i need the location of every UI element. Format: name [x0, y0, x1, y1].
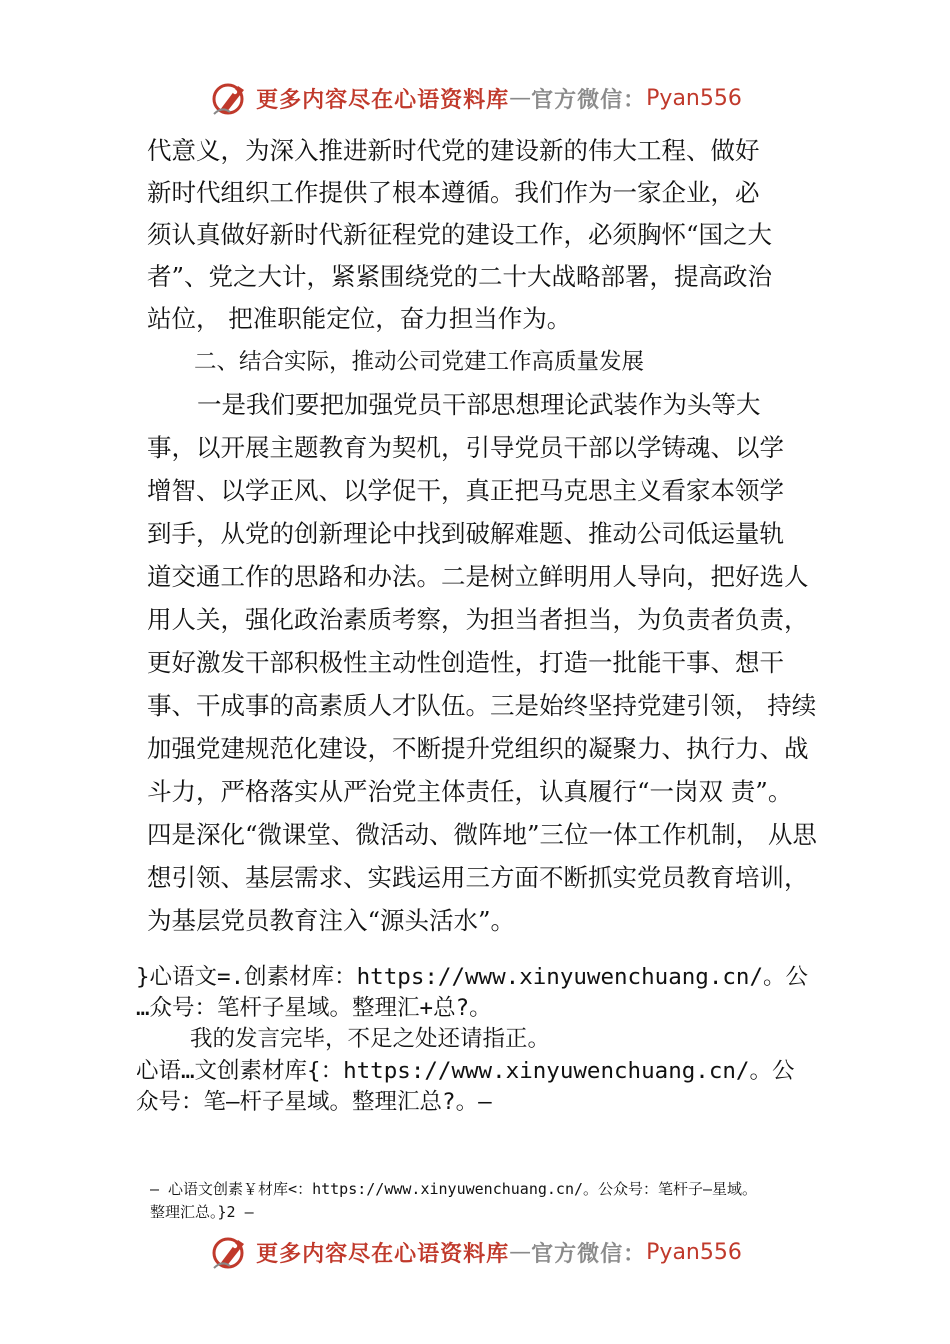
closing-remark: 我的发言完毕，不足之处还请指正。 — [190, 1026, 551, 1052]
watermark-line: 心语…文创素材库{：https://www.xinyuwenchuang.cn/。公 — [136, 1058, 795, 1084]
banner-separator: — — [509, 1239, 532, 1265]
watermark-line: }心语文=.创素材库：https://www.xinyuwenchuang.cn/。公 — [136, 964, 809, 990]
banner-title: 更多内容尽在心语资料库 — [256, 1241, 510, 1267]
paragraph-line: 四是深化“微课堂、微活动、微阵地”三位一体工作机制， 从思 — [147, 820, 817, 849]
watermark-line: 众号：笔—杆子星域。整理汇总?。— — [136, 1089, 492, 1115]
paragraph-line: 事、干成事的高素质人才队伍。三是始终坚持党建引领， 持续 — [147, 691, 817, 720]
paragraph-line: 到手，从党的创新理论中找到破解难题、推动公司低运量轨 — [147, 519, 784, 548]
footer-line: — 心语文创素￥材库<：https://www.xinyuwenchuang.cn/。公众号：笔杆子—星域。 — [150, 1180, 758, 1198]
banner-title: 更多内容尽在心语资料库 — [256, 87, 510, 113]
banner-subtitle: 官方微信： — [531, 1241, 647, 1267]
banner-separator: — — [509, 85, 532, 111]
pen-nib-logo-icon — [208, 76, 252, 120]
banner-wechat-id: Pyan556 — [646, 85, 742, 111]
paragraph-line: 想引领、基层需求、实践运用三方面不断抓实党员教育培训， — [147, 863, 809, 892]
header-banner — [0, 68, 950, 128]
section-heading: 二、结合实际，推动公司党建工作高质量发展 — [194, 349, 645, 375]
paragraph-line: 更好激发干部积极性主动性创造性，打造一批能干事、想干 — [147, 648, 784, 677]
paragraph-line: 者”、党之大计，紧紧围绕党的二十大战略部署，提高政治 — [147, 262, 773, 291]
paragraph-line: 须认真做好新时代新征程党的建设工作，必须胸怀“国之大 — [147, 220, 773, 249]
paragraph-line: 增智、以学正风、以学促干，真正把马克思主义看家本领学 — [147, 476, 784, 505]
pen-nib-logo-icon — [208, 1230, 252, 1274]
paragraph-line: 用人关，强化政治素质考察，为担当者担当，为负责者负责， — [147, 605, 809, 634]
paragraph-line: 新时代组织工作提供了根本遵循。我们作为一家企业，必 — [147, 178, 760, 207]
paragraph-line: 道交通工作的思路和办法。二是树立鲜明用人导向，把好选人 — [147, 562, 809, 591]
watermark-line: …众号：笔杆子星域。整理汇+总?。 — [136, 995, 492, 1021]
paragraph-line: 加强党建规范化建设，不断提升党组织的凝聚力、执行力、战 — [147, 734, 809, 763]
banner-wechat-id: Pyan556 — [646, 1239, 742, 1265]
paragraph-line: 斗力，严格落实从严治党主体责任，认真履行“一岗双 责”。 — [147, 777, 793, 806]
footer-banner — [0, 1222, 950, 1282]
paragraph-line: 站位， 把准职能定位，奋力担当作为。 — [147, 304, 572, 333]
paragraph-line: 一是我们要把加强党员干部思想理论武装作为头等大 — [197, 390, 761, 419]
footer-line: 整理汇总。}2 — — [150, 1203, 254, 1221]
banner-subtitle: 官方微信： — [531, 87, 647, 113]
paragraph-line: 为基层党员教育注入“源头活水”。 — [147, 906, 516, 935]
paragraph-line: 事，以开展主题教育为契机，引导党员干部以学铸魂、以学 — [147, 433, 784, 462]
paragraph-line: 代意义，为深入推进新时代党的建设新的伟大工程、做好 — [147, 136, 760, 165]
